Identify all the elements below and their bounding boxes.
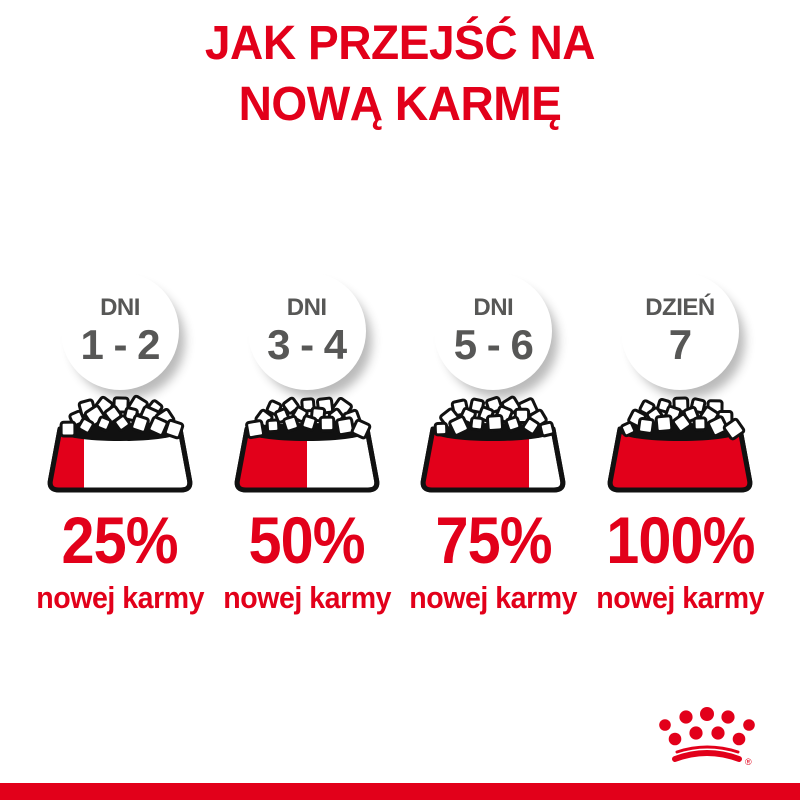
- percent-sublabel: nowej karmy: [596, 580, 764, 615]
- day-label: DNI: [100, 294, 140, 321]
- day-range: 3 - 4: [267, 321, 347, 368]
- percent-sublabel: nowej karmy: [409, 580, 578, 615]
- percent-new-food: 100%: [605, 503, 755, 577]
- day-circle: [248, 272, 366, 390]
- food-bowl-illustration: [35, 397, 205, 501]
- title-line-2: NOWĄ KARMĘ: [238, 77, 562, 131]
- day-circle: [434, 272, 552, 390]
- royal-canin-crown-logo: [648, 704, 760, 768]
- day-circle: [61, 272, 179, 390]
- brand-red-bar: [0, 783, 800, 800]
- transition-step: [217, 272, 397, 613]
- transition-step: [403, 272, 583, 613]
- registered-trademark-symbol: ®: [745, 757, 752, 767]
- percent-new-food: 25%: [61, 503, 179, 577]
- day-range: 7: [668, 321, 692, 368]
- day-label: DNI: [473, 294, 514, 321]
- day-range: 1 - 2: [80, 321, 160, 368]
- crown-swoosh-thick: [675, 753, 739, 759]
- page-title: [16, 14, 784, 136]
- food-bowl-illustration: [222, 397, 392, 501]
- crown-dots: [659, 707, 755, 745]
- percent-new-food: 75%: [435, 503, 552, 577]
- percent-sublabel: nowej karmy: [36, 580, 204, 615]
- transition-steps-row: [30, 272, 770, 613]
- day-range: 5 - 6: [453, 321, 533, 368]
- food-bowl-illustration: [595, 397, 765, 501]
- transition-step: [590, 272, 770, 613]
- food-bowl-illustration: [408, 397, 578, 501]
- day-circle: [621, 272, 739, 390]
- day-label: DNI: [286, 294, 327, 321]
- percent-sublabel: nowej karmy: [222, 580, 391, 615]
- percent-new-food: 50%: [248, 503, 365, 577]
- title-line-1: JAK PRZEJŚĆ NA: [204, 17, 596, 70]
- transition-step: [30, 272, 210, 613]
- day-label: DZIEŃ: [645, 294, 715, 321]
